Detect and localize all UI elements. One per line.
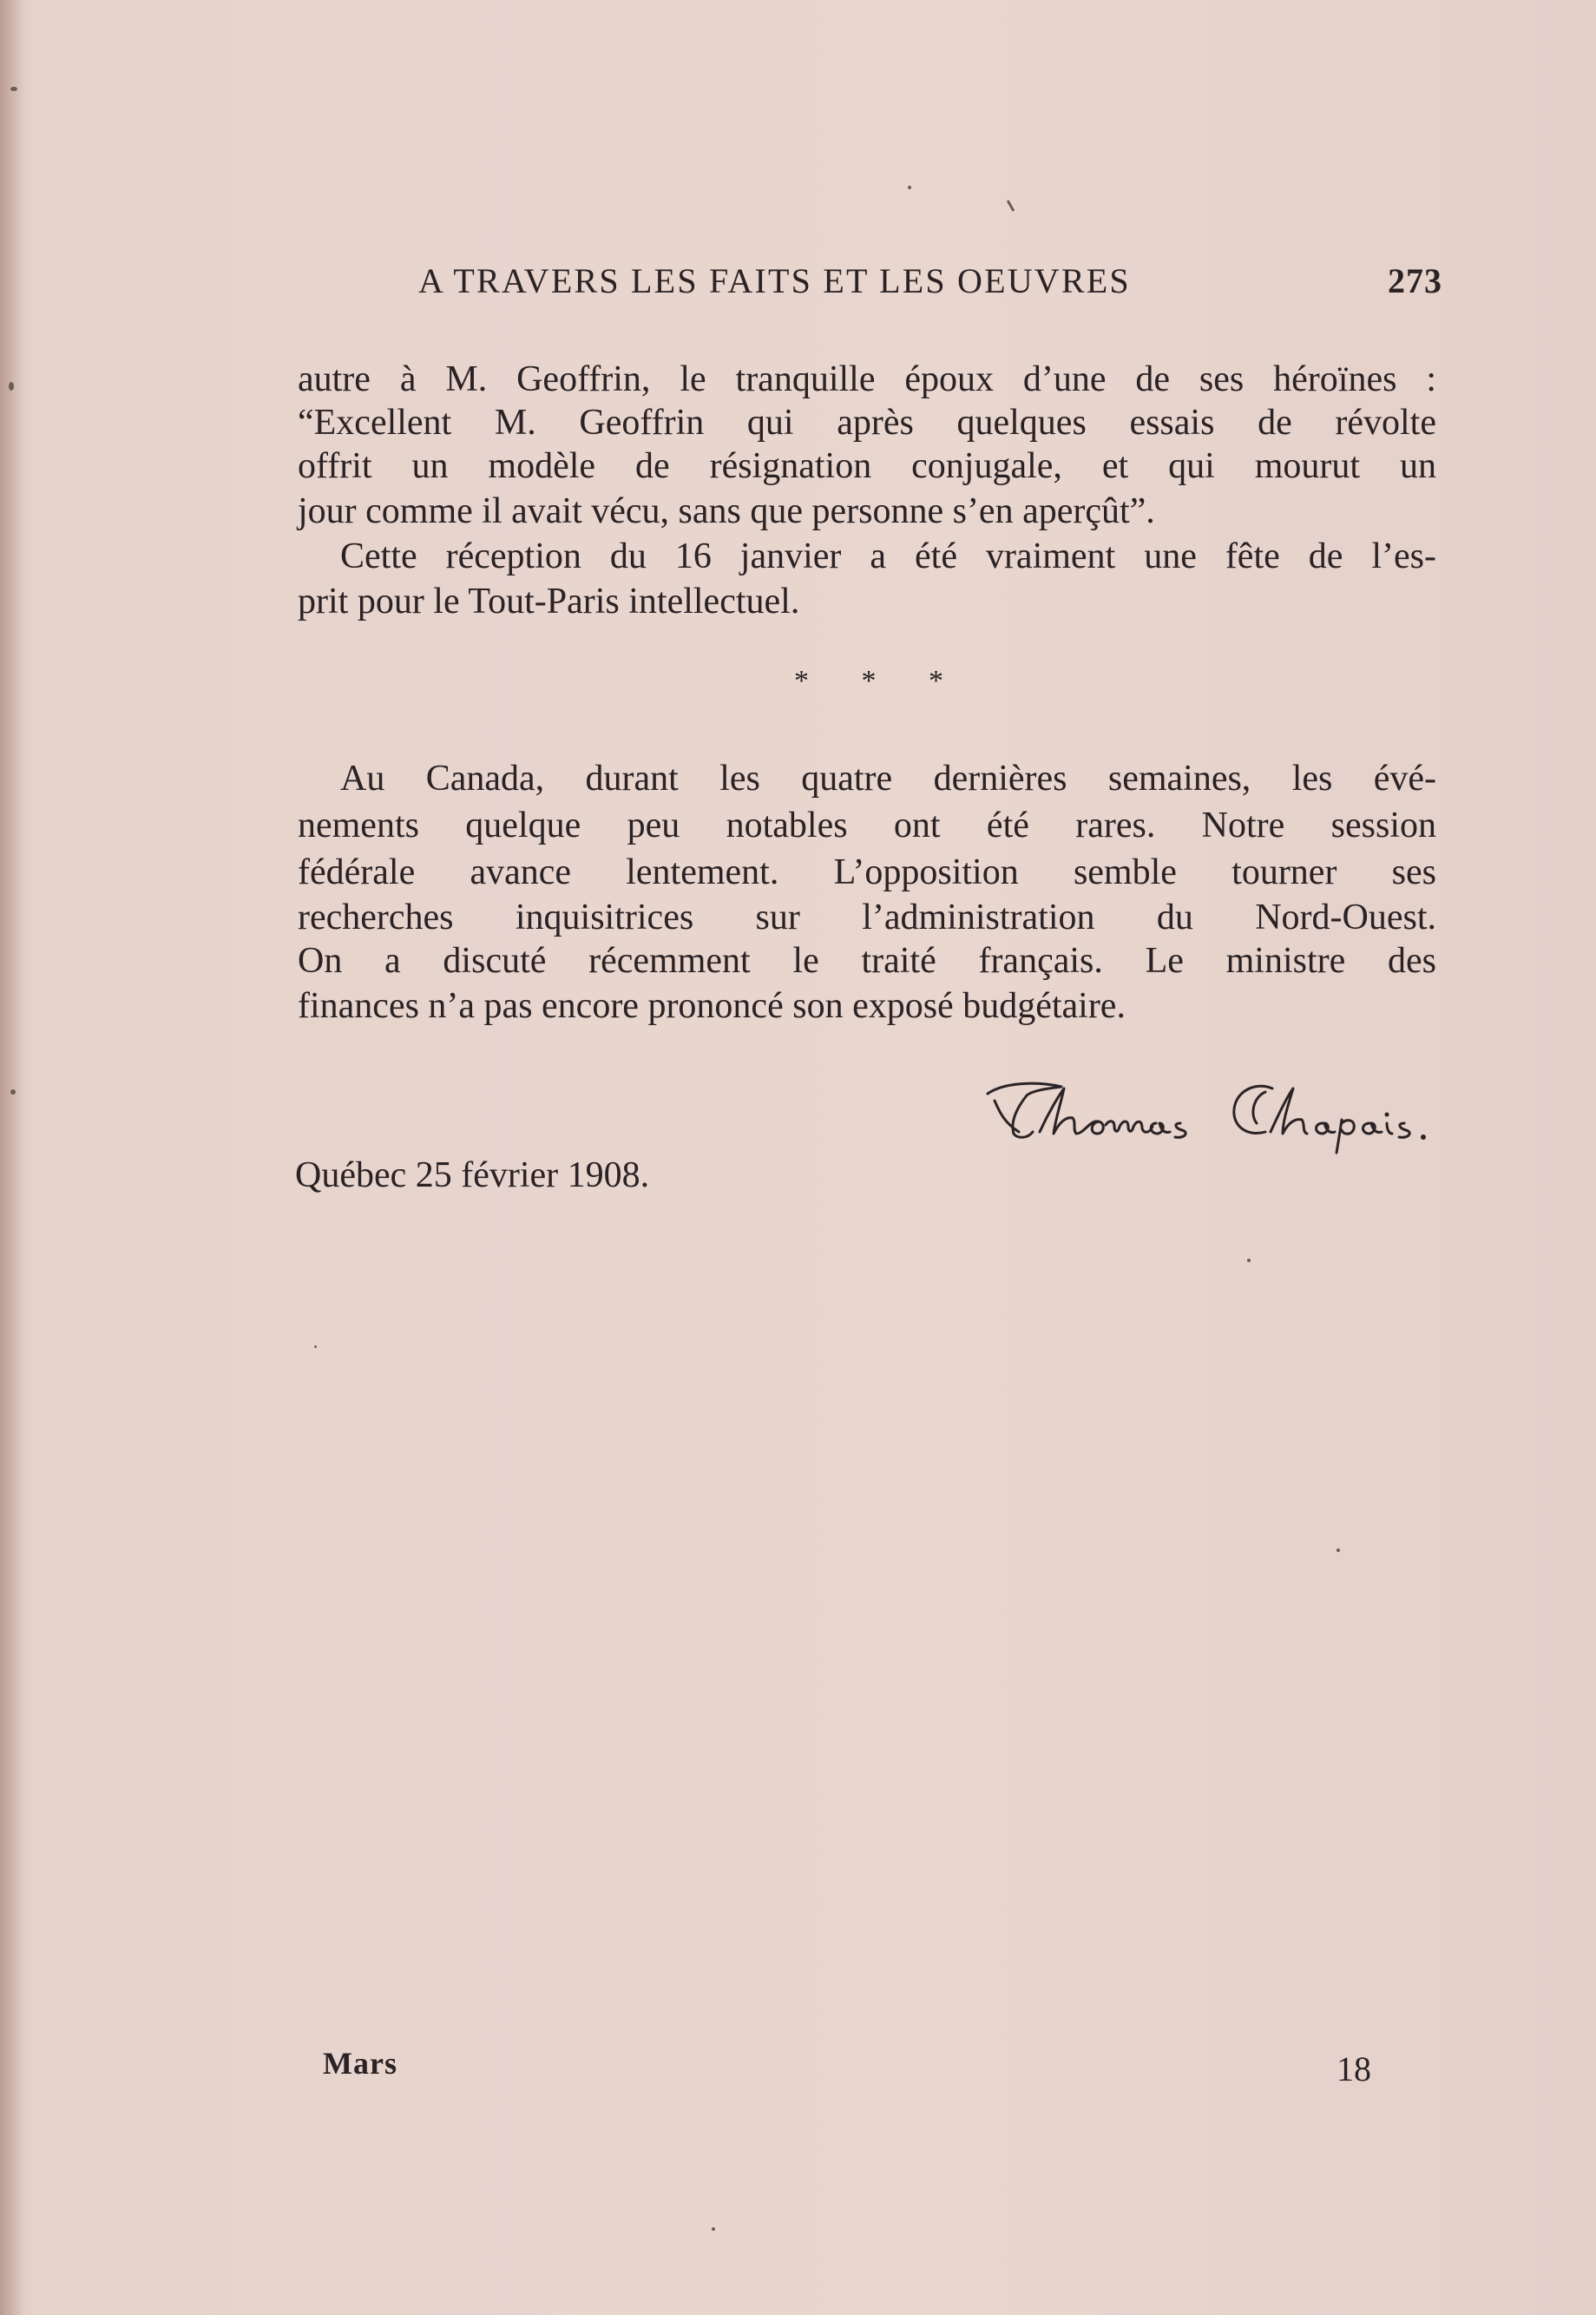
- paragraph-1-line: autre à M. Geoffrin, le tranquille époux d’une de ses héroïnes :: [298, 359, 1436, 399]
- running-head: [418, 260, 1442, 312]
- paragraph-3-line: Au Canada, durant les quatre dernières semaines, les évé-: [340, 759, 1436, 799]
- page-number: 273: [1388, 261, 1442, 300]
- signature-mark-month: Mars: [323, 2046, 397, 2081]
- paper-speck: [10, 1089, 16, 1095]
- paper-speck: [712, 2227, 715, 2231]
- paragraph-2-line: prit pour le Tout-Paris intellectuel.: [298, 582, 800, 621]
- binding-edge: [0, 0, 23, 2315]
- paragraph-1-line: jour comme il avait vécu, sans que personne s’en aperçût”.: [298, 491, 1155, 531]
- paragraph-3-line: fédérale avance lentement. L’opposition semble tourner ses: [298, 852, 1436, 892]
- paper-speck: [10, 87, 17, 91]
- paragraph-3-line: On a discuté récemment le traité français. Le ministre des: [298, 941, 1436, 981]
- dateline: Québec 25 février 1908.: [295, 1155, 650, 1195]
- paragraph-3-line: recherches inquisitrices sur l’administration du Nord-Ouest.: [298, 898, 1436, 937]
- paper-speck: [9, 382, 14, 391]
- signature-image: [979, 1069, 1500, 1156]
- signature-mark-number: 18: [1337, 2049, 1371, 2088]
- paper-speck: [314, 1345, 317, 1348]
- section-separator: * * *: [794, 665, 966, 697]
- paragraph-2-line: Cette réception du 16 janvier a été vraiment une fête de l’es-: [340, 536, 1436, 576]
- paragraph-1-line: offrit un modèle de résignation conjugale, et qui mourut un: [298, 446, 1436, 486]
- paper-speck: [1007, 200, 1015, 212]
- paragraph-1-line: “Excellent M. Geoffrin qui après quelques essais de révolte: [298, 403, 1436, 443]
- paper-speck: [1337, 1549, 1340, 1552]
- paper-speck: [908, 186, 911, 189]
- paragraph-3-line: finances n’a pas encore prononcé son exposé budgétaire.: [298, 986, 1126, 1026]
- paragraph-3-line: nements quelque peu notables ont été rares. Notre session: [298, 806, 1436, 845]
- running-head-title: A TRAVERS LES FAITS ET LES OEUVRES: [418, 261, 1131, 300]
- paper-speck: [1247, 1259, 1251, 1262]
